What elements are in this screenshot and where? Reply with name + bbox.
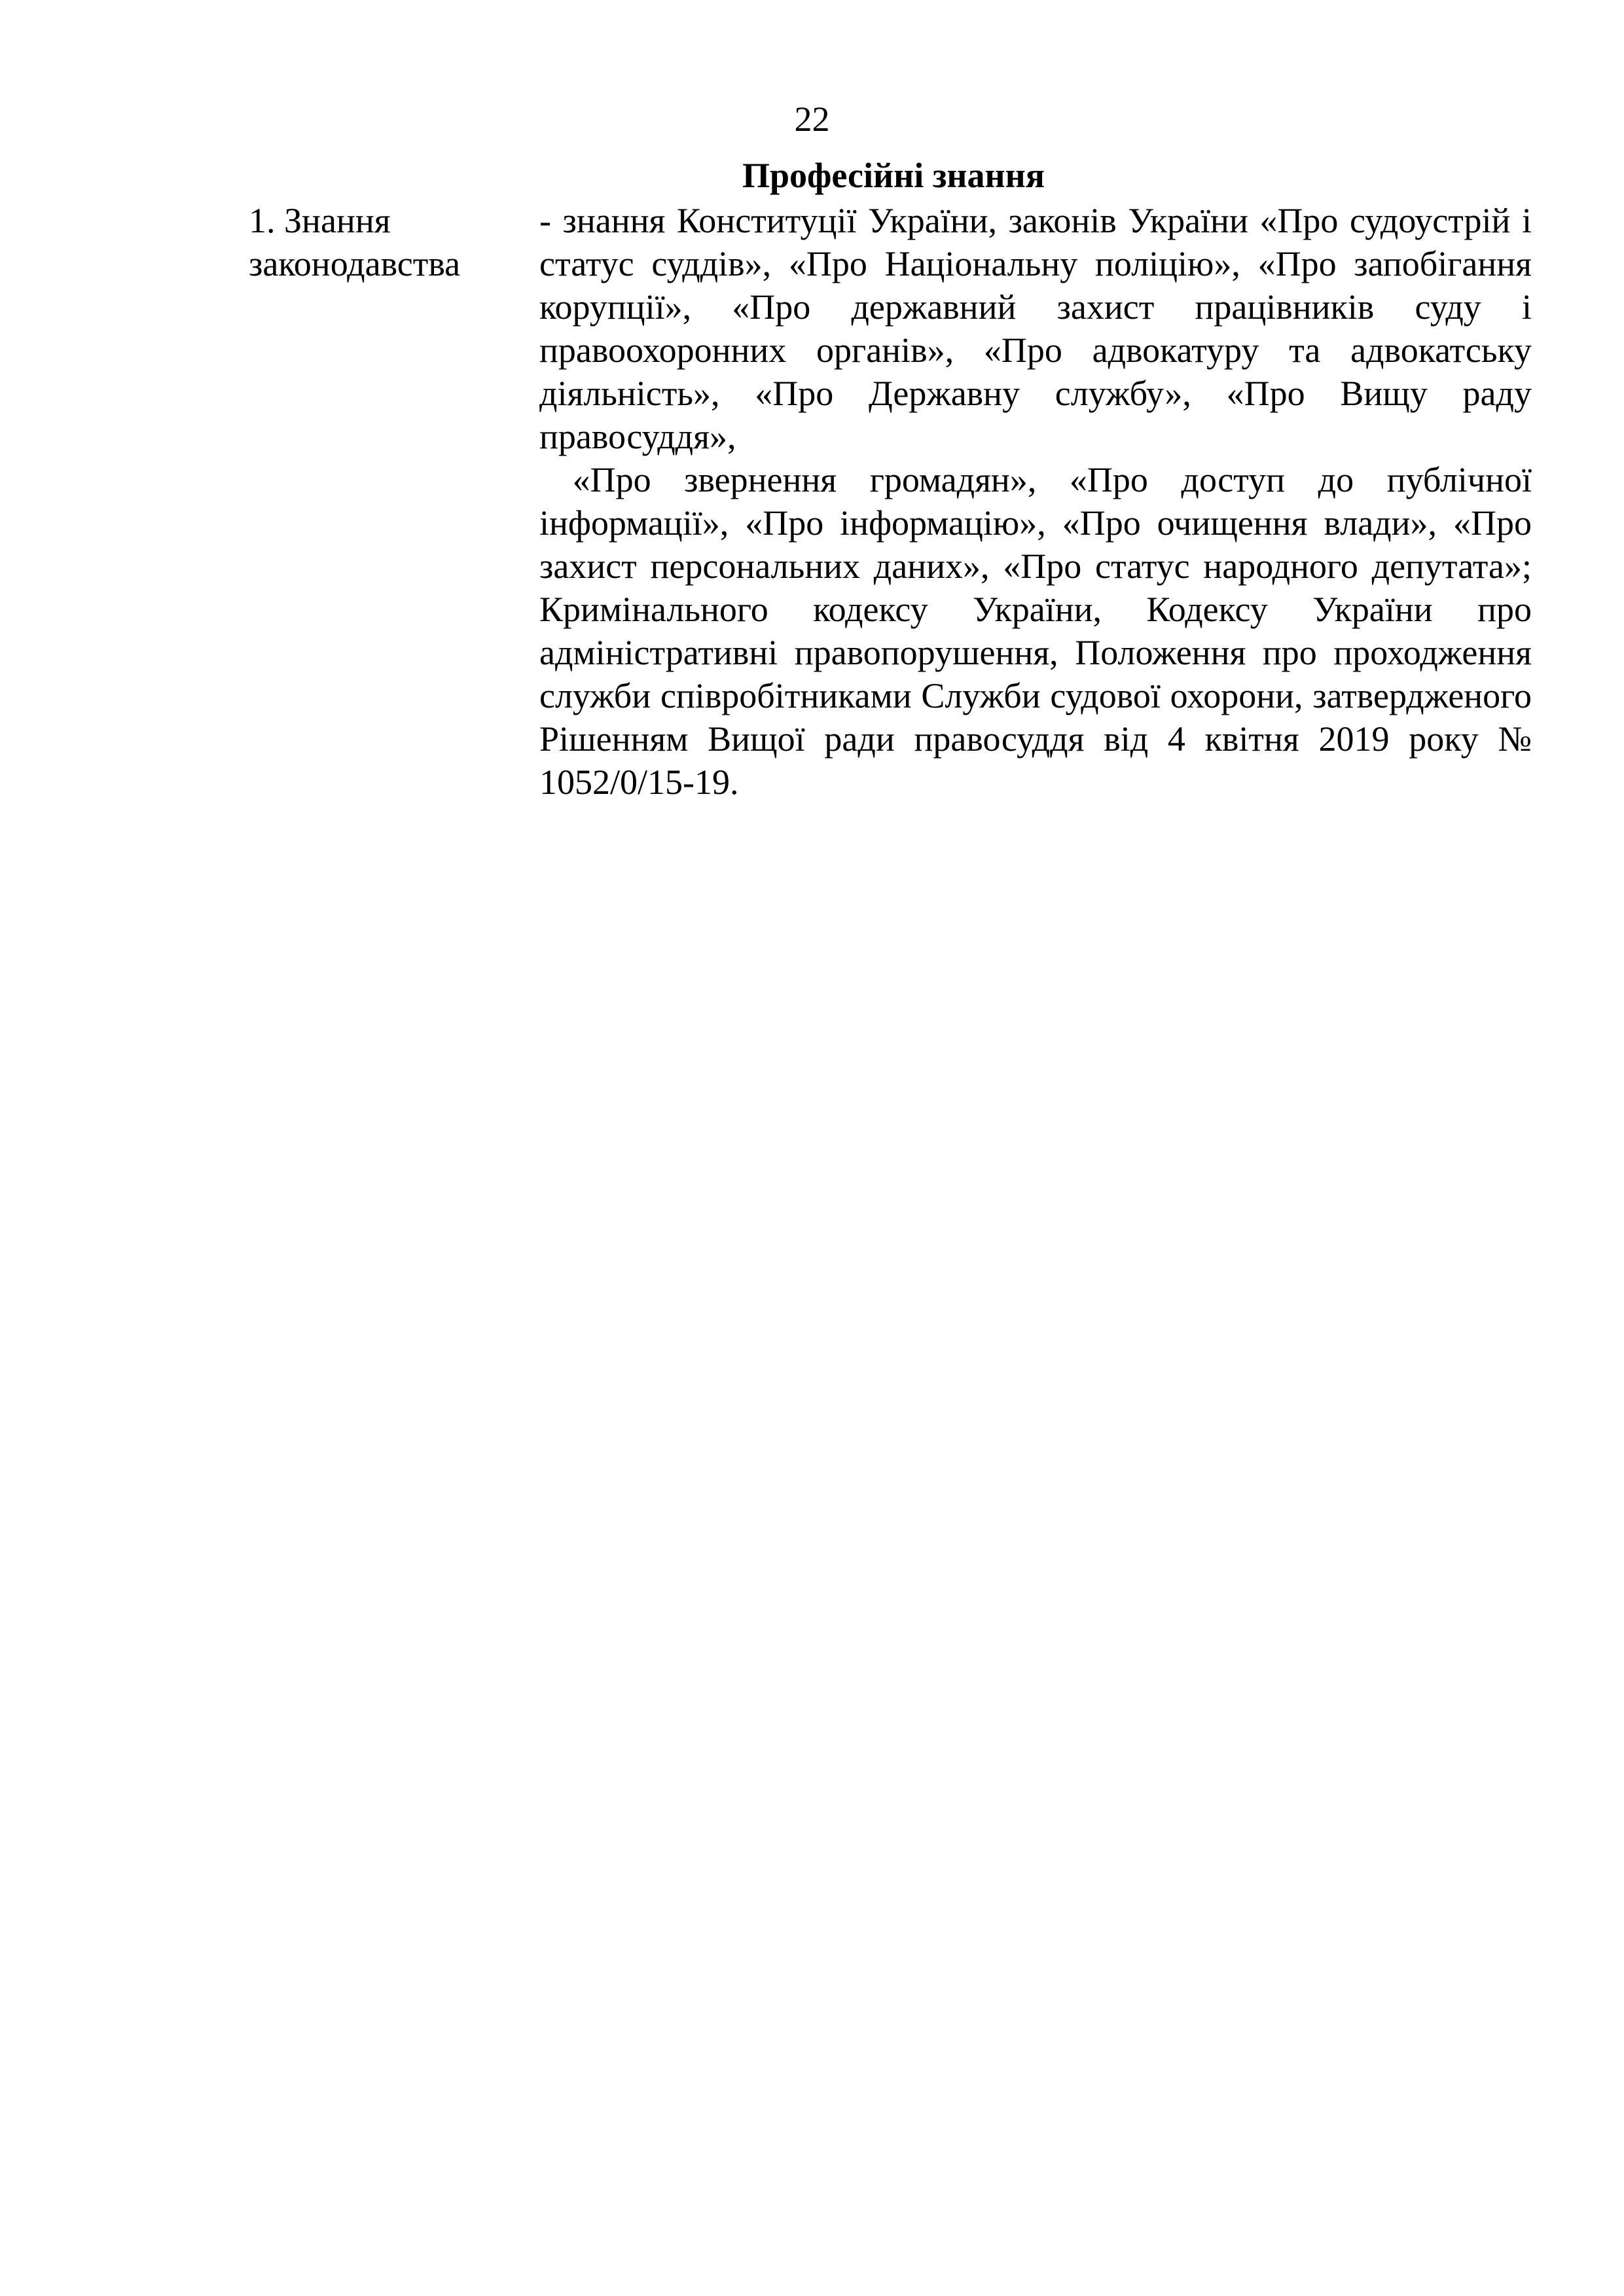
requirement-label xyxy=(249,199,530,285)
requirement-paragraph-1: - знання Конституції України, законів України «Про судоустрій і статус суддів», «Про Національну поліцію», «Про запобігання корупції», «Про державний захист працівників суду і правоохоронних органів», «Про адвокатуру та адвокатську діяльність», «Про Державну службу», «Про Вищу раду правосуддя», xyxy=(539,201,1532,456)
requirement-paragraph-2: «Про звернення громадян», «Про доступ до публічної інформації», «Про інформацію», «Про очищення влади», «Про захист персональних даних», «Про статус народного депутата»; Кримінального кодексу України, Кодексу України про адміністративні правопорушення, Положення про проходження служби співробітниками Служби судової охорони, затвердженого Рішенням Вищої ради правосуддя від 4 квітня 2019 року № 1052/0/15-19. xyxy=(539,460,1541,802)
requirement-description xyxy=(539,199,1541,804)
section-title: Професійні знання xyxy=(742,156,1045,195)
requirement-label-line1: 1. Знання xyxy=(249,201,391,240)
page-number: 22 xyxy=(794,99,830,139)
requirement-label-line2: законодавства xyxy=(249,244,461,283)
